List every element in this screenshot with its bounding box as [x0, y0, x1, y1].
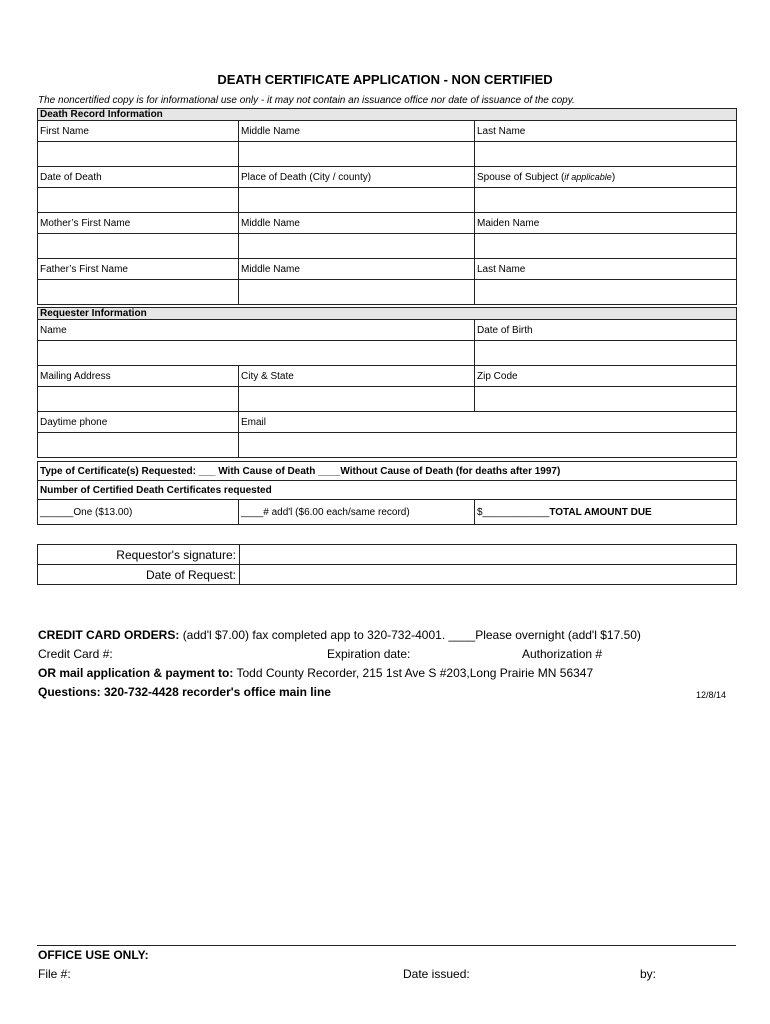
- place-of-death-cell: [239, 188, 475, 213]
- with-cause-option[interactable]: ___ With Cause of Death: [198, 465, 316, 477]
- requester-name-cell: [38, 341, 475, 366]
- middle-name-input[interactable]: [239, 142, 474, 166]
- total-amount-label: TOTAL AMOUNT DUE: [549, 506, 652, 518]
- credit-card-number-label: Credit Card #:: [38, 647, 113, 661]
- city-state-input[interactable]: [239, 387, 474, 411]
- credit-card-orders-text: (add'l $7.00) fax completed app to 320-732-4001. ____Please overnight (add'l $17.50): [182, 628, 641, 642]
- spouse-label: [475, 167, 737, 188]
- zip-code-cell: [475, 387, 737, 412]
- mail-application-address: Todd County Recorder, 215 1st Ave S #203,Long Prairie MN 56347: [236, 666, 594, 680]
- date-of-death-cell: [38, 188, 239, 213]
- date-of-death-input[interactable]: [38, 188, 238, 212]
- spouse-cell: [475, 188, 737, 213]
- father-first-name-cell: [38, 280, 239, 305]
- father-middle-name-cell: [239, 280, 475, 305]
- certificate-type-row: [38, 462, 737, 481]
- mail-application-label: OR mail application & payment to:: [38, 666, 234, 680]
- date-of-birth-cell: [475, 341, 737, 366]
- one-certificate-option[interactable]: ______One ($13.00): [38, 500, 239, 525]
- date-of-birth-label: Date of Birth: [475, 320, 737, 341]
- spouse-label-suffix: ): [611, 171, 616, 183]
- maiden-name-label: Maiden Name: [475, 213, 737, 234]
- mailing-address-label: Mailing Address: [38, 366, 239, 387]
- date-of-death-label: Date of Death: [38, 167, 239, 188]
- city-state-label: City & State: [239, 366, 475, 387]
- signature-table: [37, 544, 737, 585]
- father-middle-name-input[interactable]: [239, 280, 474, 304]
- father-last-name-input[interactable]: [475, 280, 736, 304]
- questions-line: Questions: 320-732-4428 recorder's office main line: [38, 685, 331, 699]
- certificate-table: [37, 461, 737, 525]
- maiden-name-cell: [475, 234, 737, 259]
- father-last-name-label: Last Name: [475, 259, 737, 280]
- email-cell: [239, 433, 737, 458]
- form-title: DEATH CERTIFICATE APPLICATION - NON CERTIFIED: [217, 72, 553, 87]
- revision-date: 12/8/14: [696, 690, 727, 700]
- credit-card-orders-label: CREDIT CARD ORDERS:: [38, 628, 180, 642]
- issued-by-label: by:: [640, 967, 657, 981]
- daytime-phone-label: Daytime phone: [38, 412, 239, 433]
- date-issued-label: Date issued:: [403, 967, 470, 981]
- office-use-heading: OFFICE USE ONLY:: [38, 948, 149, 962]
- mother-first-name-input[interactable]: [38, 234, 238, 258]
- place-of-death-input[interactable]: [239, 188, 474, 212]
- mail-application-line: [38, 666, 593, 680]
- first-name-cell: [38, 142, 239, 167]
- signature-label: Requestor's signature:: [38, 545, 240, 565]
- zip-code-label: Zip Code: [475, 366, 737, 387]
- mother-middle-name-label: Middle Name: [239, 213, 475, 234]
- city-state-cell: [239, 387, 475, 412]
- last-name-cell: [475, 142, 737, 167]
- requester-table: [37, 307, 737, 458]
- mailing-address-input[interactable]: [38, 387, 238, 411]
- requester-name-label: Name: [38, 320, 475, 341]
- file-number-label: File #:: [38, 967, 71, 981]
- mother-middle-name-input[interactable]: [239, 234, 474, 258]
- maiden-name-input[interactable]: [475, 234, 736, 258]
- place-of-death-label: Place of Death (City / county): [239, 167, 475, 188]
- email-input[interactable]: [239, 433, 736, 457]
- requester-heading: Requester Information: [38, 308, 737, 320]
- middle-name-label: Middle Name: [239, 121, 475, 142]
- death-record-table: [37, 108, 737, 305]
- spouse-label-italic: if applicable: [564, 171, 612, 182]
- first-name-input[interactable]: [38, 142, 238, 166]
- signature-field[interactable]: [240, 545, 737, 565]
- request-date-label: Date of Request:: [38, 565, 240, 585]
- request-date-field[interactable]: [240, 565, 737, 585]
- credit-card-orders-line: [38, 628, 641, 642]
- date-of-birth-input[interactable]: [475, 341, 736, 365]
- without-cause-option[interactable]: ____Without Cause of Death (for deaths after 1997): [318, 465, 561, 477]
- middle-name-cell: [239, 142, 475, 167]
- spouse-label-prefix: Spouse of Subject (: [477, 171, 565, 183]
- zip-code-input[interactable]: [475, 387, 736, 411]
- requester-name-input[interactable]: [38, 341, 474, 365]
- additional-certificates-option[interactable]: ____# add'l ($6.00 each/same record): [239, 500, 475, 525]
- spouse-input[interactable]: [475, 188, 736, 212]
- mailing-address-cell: [38, 387, 239, 412]
- office-use-divider: [37, 945, 736, 946]
- father-first-name-input[interactable]: [38, 280, 238, 304]
- mother-first-name-cell: [38, 234, 239, 259]
- death-record-heading: Death Record Information: [38, 109, 737, 121]
- certificate-count-label: Number of Certified Death Certificates requested: [38, 481, 737, 500]
- form-notice: The noncertified copy is for informational use only - it may not contain an issuance office nor date of issuance of the copy.: [38, 95, 575, 106]
- email-label: Email: [239, 412, 737, 433]
- mother-first-name-label: Mother’s First Name: [38, 213, 239, 234]
- father-first-name-label: Father’s First Name: [38, 259, 239, 280]
- authorization-label: Authorization #: [522, 647, 603, 661]
- expiration-date-label: Expiration date:: [327, 647, 411, 661]
- mother-middle-name-cell: [239, 234, 475, 259]
- last-name-input[interactable]: [475, 142, 736, 166]
- certificate-type-label: Type of Certificate(s) Requested:: [40, 465, 196, 477]
- last-name-label: Last Name: [475, 121, 737, 142]
- daytime-phone-input[interactable]: [38, 433, 238, 457]
- daytime-phone-cell: [38, 433, 239, 458]
- first-name-label: First Name: [38, 121, 239, 142]
- father-middle-name-label: Middle Name: [239, 259, 475, 280]
- father-last-name-cell: [475, 280, 737, 305]
- total-amount-cell: [475, 500, 737, 525]
- total-amount-blank[interactable]: $____________: [477, 506, 550, 518]
